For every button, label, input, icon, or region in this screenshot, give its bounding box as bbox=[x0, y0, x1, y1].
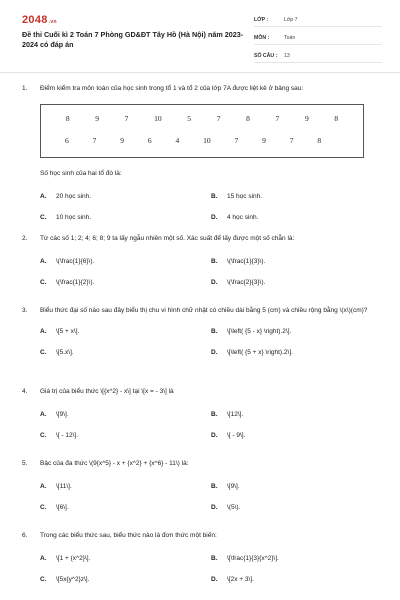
option-text: \[\left( {5 + x} \right).2\]. bbox=[227, 349, 293, 356]
option-letter: A. bbox=[40, 555, 47, 562]
score-cell: 10 bbox=[154, 114, 162, 123]
option-a[interactable] bbox=[40, 328, 211, 335]
option-text: \[9\]. bbox=[56, 411, 69, 418]
option-a[interactable] bbox=[40, 193, 211, 200]
score-cell: 7 bbox=[289, 136, 294, 145]
option-text: \(5\). bbox=[227, 504, 241, 511]
page-header bbox=[0, 0, 400, 73]
score-cell: 9 bbox=[262, 136, 266, 145]
option-letter: D. bbox=[211, 349, 218, 356]
option-text: 10 học sinh. bbox=[56, 214, 92, 221]
score-cell: 8 bbox=[65, 114, 70, 123]
meta-label: MÔN : bbox=[254, 34, 270, 41]
options-row bbox=[40, 193, 382, 200]
question-text: Bậc của đa thức \(9{x^5} - x + {x^2} + {x^6} - 11\) là: bbox=[40, 460, 189, 467]
options-row bbox=[40, 555, 382, 562]
meta-question-count bbox=[254, 49, 382, 63]
option-b[interactable] bbox=[211, 483, 382, 490]
option-text: 4 học sinh. bbox=[227, 214, 259, 221]
option-letter: C. bbox=[40, 349, 47, 356]
option-b[interactable] bbox=[211, 555, 382, 562]
score-cell: 5 bbox=[187, 114, 192, 123]
option-text: 15 học sinh. bbox=[227, 193, 263, 200]
exam-title: Đề thi Cuối kì 2 Toán 7 Phòng GD&ĐT Tây Hồ (Hà Nội) năm 2023-2024 có đáp án bbox=[22, 30, 244, 49]
score-cell: 7 bbox=[92, 136, 97, 145]
question-2 bbox=[22, 234, 382, 286]
question-4 bbox=[22, 387, 382, 439]
options-row bbox=[40, 258, 382, 265]
option-text: \(\frac{1}{2}\). bbox=[56, 279, 95, 286]
option-letter: B. bbox=[211, 555, 218, 562]
option-letter: A. bbox=[40, 193, 47, 200]
option-d[interactable] bbox=[211, 214, 382, 221]
option-text: \[2x + 3\]. bbox=[227, 576, 254, 583]
score-cell: 8 bbox=[246, 114, 250, 123]
question-text: Biểu thức đại số nào sau đây biểu thị chu vi hình chữ nhật có chiều dài bằng 5 (cm) và chiều rộng bằng \(x\)(cm)? bbox=[40, 307, 368, 314]
score-cell: 8 bbox=[317, 136, 322, 145]
option-text: \[11\]. bbox=[56, 483, 72, 490]
option-letter: B. bbox=[211, 328, 218, 335]
option-d[interactable] bbox=[211, 349, 382, 356]
question-text: Trong các biểu thức sau, biểu thức nào là đơn thức một biến: bbox=[40, 532, 217, 539]
site-logo[interactable]: 2048.vn bbox=[22, 14, 57, 26]
question-1 bbox=[22, 84, 382, 221]
question-number: 5. bbox=[22, 460, 28, 467]
option-d[interactable] bbox=[211, 279, 382, 286]
question-number: 1. bbox=[22, 85, 28, 92]
option-letter: B. bbox=[211, 193, 218, 200]
option-letter: D. bbox=[211, 504, 218, 511]
options-row bbox=[40, 576, 382, 583]
score-row-1 bbox=[41, 114, 363, 123]
option-text: \(\frac{2}{3}\). bbox=[227, 279, 266, 286]
score-cell: 9 bbox=[304, 114, 309, 123]
option-b[interactable] bbox=[211, 193, 382, 200]
question-text: Điểm kiểm tra môn toán của học sinh trong tổ 1 và tổ 2 của lớp 7A được liệt kê ở bảng sau: bbox=[40, 85, 304, 92]
option-c[interactable] bbox=[40, 349, 211, 356]
option-letter: C. bbox=[40, 504, 47, 511]
meta-value: Lớp 7 bbox=[284, 16, 298, 23]
option-text: 20 học sinh. bbox=[56, 193, 92, 200]
option-text: \(\frac{1}{6}\). bbox=[56, 258, 95, 265]
option-letter: A. bbox=[40, 258, 47, 265]
option-text: \[\left( {5 - x} \right).2\]. bbox=[227, 328, 292, 335]
options-row bbox=[40, 214, 382, 221]
question-3 bbox=[22, 306, 382, 356]
option-letter: D. bbox=[211, 576, 218, 583]
option-a[interactable] bbox=[40, 258, 211, 265]
question-number: 6. bbox=[22, 532, 28, 539]
option-text: \(\frac{1}{3}\). bbox=[227, 258, 266, 265]
option-letter: A. bbox=[40, 411, 47, 418]
question-subtext: Số học sinh của hai tổ đó là: bbox=[40, 170, 122, 177]
question-text: Từ các số 1; 2; 4; 6; 8; 9 ta lấy ngẫu nhiên một số. Xác suất để lấy được một số chẵn là: bbox=[40, 235, 295, 242]
option-letter: C. bbox=[40, 576, 47, 583]
meta-subject bbox=[254, 31, 382, 45]
question-number: 3. bbox=[22, 307, 28, 314]
score-cell: 7 bbox=[124, 114, 129, 123]
score-cell: 8 bbox=[334, 114, 339, 123]
option-letter: B. bbox=[211, 258, 218, 265]
option-d[interactable] bbox=[211, 504, 382, 511]
option-text: \[9\]. bbox=[227, 483, 240, 490]
option-letter: C. bbox=[40, 279, 47, 286]
options-row bbox=[40, 328, 382, 335]
option-letter: A. bbox=[40, 328, 47, 335]
question-number: 2. bbox=[22, 235, 28, 242]
score-cell: 7 bbox=[216, 114, 221, 123]
option-b[interactable] bbox=[211, 328, 382, 335]
meta-label: LỚP : bbox=[254, 16, 269, 23]
score-cell: 9 bbox=[95, 114, 99, 123]
option-text: \[\frac{1}{3}{x^2}\]. bbox=[227, 555, 279, 562]
option-d[interactable] bbox=[211, 432, 382, 439]
options-row bbox=[40, 279, 382, 286]
option-text: \[1 + {x^2}\]. bbox=[56, 555, 91, 562]
score-table bbox=[40, 104, 364, 158]
option-a[interactable] bbox=[40, 483, 211, 490]
options-row bbox=[40, 432, 382, 439]
option-text: \[5x{y^2}z\]. bbox=[56, 576, 90, 583]
option-text: \[6\]. bbox=[56, 504, 69, 511]
option-a[interactable] bbox=[40, 411, 211, 418]
score-cell: 6 bbox=[147, 136, 152, 145]
option-letter: A. bbox=[40, 483, 47, 490]
exam-meta bbox=[254, 13, 382, 67]
score-cell: 7 bbox=[234, 136, 239, 145]
option-text: \[5 + x\]. bbox=[56, 328, 80, 335]
question-number: 4. bbox=[22, 388, 28, 395]
option-letter: D. bbox=[211, 432, 218, 439]
option-c[interactable] bbox=[40, 504, 211, 511]
options-row bbox=[40, 411, 382, 418]
option-letter: D. bbox=[211, 279, 218, 286]
option-letter: C. bbox=[40, 432, 47, 439]
option-b[interactable] bbox=[211, 411, 382, 418]
score-cell: 9 bbox=[120, 136, 124, 145]
options-row bbox=[40, 483, 382, 490]
meta-value: 13 bbox=[284, 52, 290, 59]
option-text: \[5.x\]. bbox=[56, 349, 74, 356]
meta-label: SỐ CÂU : bbox=[254, 52, 278, 59]
score-cell: 6 bbox=[64, 136, 69, 145]
option-text: \[12\]. bbox=[227, 411, 244, 418]
option-c[interactable] bbox=[40, 432, 211, 439]
option-letter: D. bbox=[211, 214, 218, 221]
option-c[interactable] bbox=[40, 279, 211, 286]
option-letter: C. bbox=[40, 214, 47, 221]
score-cell: 7 bbox=[275, 114, 280, 123]
option-c[interactable] bbox=[40, 576, 211, 583]
option-b[interactable] bbox=[211, 258, 382, 265]
question-5 bbox=[22, 459, 382, 511]
option-c[interactable] bbox=[40, 214, 211, 221]
options-row bbox=[40, 349, 382, 356]
score-cell: 10 bbox=[203, 136, 211, 145]
option-text: \[ - 12\]. bbox=[56, 432, 79, 439]
option-d[interactable] bbox=[211, 576, 382, 583]
option-text: \[ - 9\]. bbox=[227, 432, 246, 439]
meta-class bbox=[254, 13, 382, 27]
question-text: Giá trị của biểu thức \[{x^2} - x\] tại \[x = - 3\] là bbox=[40, 388, 174, 395]
option-letter: B. bbox=[211, 483, 218, 490]
meta-value: Toán bbox=[284, 34, 296, 41]
question-6 bbox=[22, 531, 382, 583]
score-row-2 bbox=[41, 136, 363, 145]
options-row bbox=[40, 504, 382, 511]
option-a[interactable] bbox=[40, 555, 211, 562]
score-cell: 4 bbox=[175, 136, 180, 145]
option-letter: B. bbox=[211, 411, 218, 418]
